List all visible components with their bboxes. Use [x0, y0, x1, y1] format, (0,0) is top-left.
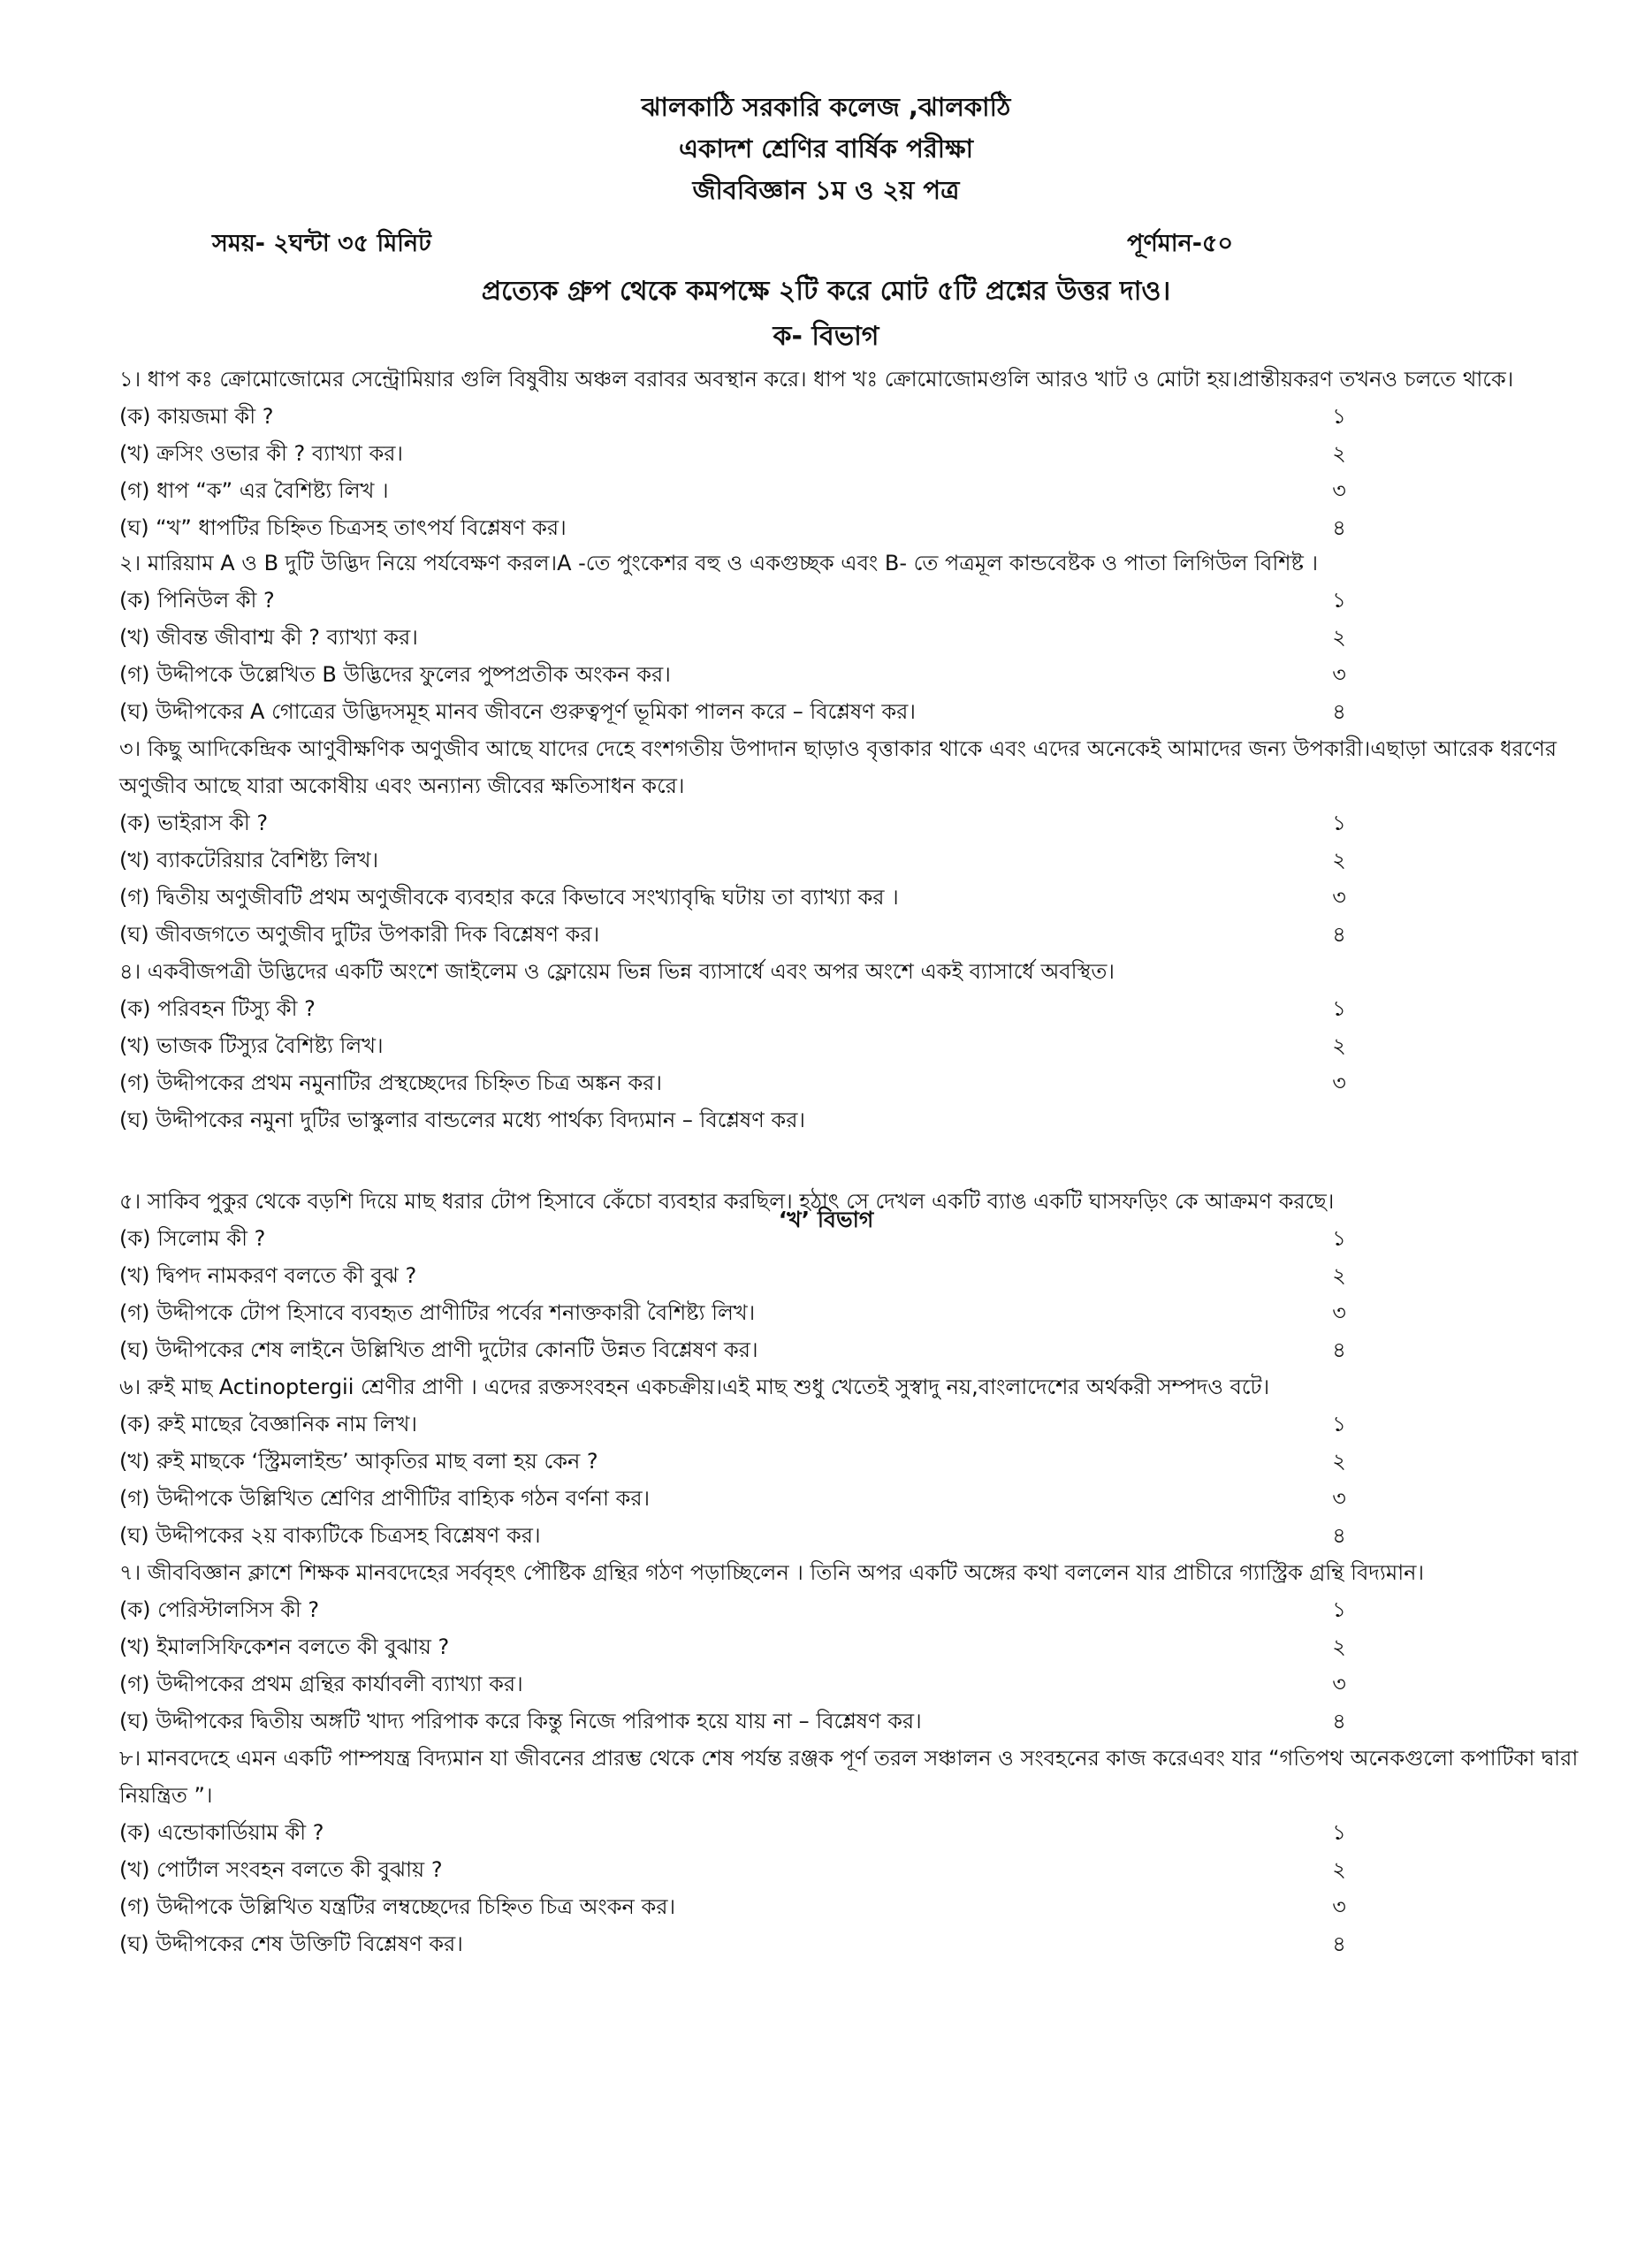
sub-question	[119, 1628, 1604, 1665]
sub-question-text: (গ) উদ্দীপকের প্রথম নমুনাটির প্রস্থচ্ছেদের চিহ্নিত চিত্র অঙ্কন কর।	[119, 1071, 662, 1095]
sub-question-mark: ৪	[1332, 1709, 1346, 1733]
exam-instruction: প্রত্যেক গ্রুপ থেকে কমপক্ষে ২টি করে মোট ৫টি প্রশ্নের উত্তর দাও।	[481, 276, 1171, 307]
sub-question-mark: ২	[1332, 441, 1346, 466]
question-stem: ৭। জীববিজ্ঞান ক্লাশে শিক্ষক মানবদেহের সর্ববৃহৎ পৌষ্টিক গ্রন্থির গঠণ পড়াচ্ছিলেন । তিনি অপর একটি অঙ্গের কথা বললেন যার প্রাচীরে গ্যাস্ট্রিক গ্রন্থি বিদ্যমান।	[119, 1560, 1425, 1585]
sub-question-text: (গ) উদ্দীপকে উল্লিখিত যন্ত্রটির লম্বচ্ছেদের চিহ্নিত চিত্র অংকন কর।	[119, 1894, 676, 1919]
sub-question-mark: ১	[1332, 404, 1346, 429]
sub-question	[119, 1331, 1604, 1368]
sub-question-mark: ১	[1332, 1597, 1346, 1622]
sub-question-mark: ৩	[1332, 1300, 1346, 1325]
sub-question-text: (ঘ) “খ” ধাপটির চিহ্নিত চিত্রসহ তাৎপর্য বিশ্লেষণ কর।	[119, 515, 567, 540]
sub-question	[119, 1406, 1604, 1443]
sub-question	[119, 1814, 1604, 1851]
sub-question	[119, 1101, 1604, 1139]
sub-question-text: (গ) উদ্দীপকে উল্লিখিত শ্রেণির প্রাণীটির বাহ্যিক গঠন বর্ণনা কর।	[119, 1486, 651, 1511]
sub-question	[119, 619, 1604, 656]
section-a-title: ক- বিভাগ	[773, 321, 879, 352]
sub-question	[119, 472, 1604, 509]
sub-question-mark: ৪	[1332, 515, 1346, 540]
sub-question-mark: ৪	[1332, 699, 1346, 724]
sub-question	[119, 1257, 1604, 1294]
sub-question-mark: ৪	[1332, 1932, 1346, 1956]
sub-question-mark: ২	[1332, 1857, 1346, 1882]
sub-question-text: (ক) সিলোম কী ?	[119, 1226, 266, 1251]
exam-name: একাদশ শ্রেণির বার্ষিক পরীক্ষা	[678, 133, 974, 164]
sub-question-text: (খ) পোর্টাল সংবহন বলতে কী বুঝায় ?	[119, 1857, 443, 1882]
sub-question-text: (খ) জীবন্ত জীবাশ্ম কী ? ব্যাখ্যা কর।	[119, 625, 418, 650]
sub-question	[119, 990, 1604, 1027]
sub-question-text: (ঘ) উদ্দীপকের ২য় বাক্যটিকে চিত্রসহ বিশ্লেষণ কর।	[119, 1523, 541, 1548]
section-b-spacer	[119, 1139, 1604, 1183]
sub-question-text: (ঘ) উদ্দীপকের নমুনা দুটির ভাস্কুলার বান্ডলের মধ্যে পার্থক্য বিদ্যমান – বিশ্লেষণ কর।	[119, 1108, 805, 1132]
questions-body	[119, 361, 1604, 1962]
sub-question	[119, 1027, 1604, 1064]
sub-question-text: (খ) রুই মাছকে ‘স্ট্রিমলাইন্ড’ আকৃতির মাছ বলা হয় কেন ?	[119, 1449, 598, 1474]
sub-question-text: (ঘ) উদ্দীপকের শেষ লাইনে উল্লিখিত প্রাণী দুটোর কোনটি উন্নত বিশ্লেষণ কর।	[119, 1337, 758, 1362]
sub-question-mark: ২	[1332, 1263, 1346, 1288]
sub-question-text: (গ) উদ্দীপকের প্রথম গ্রন্থির কার্যাবলী ব্যাখ্যা কর।	[119, 1672, 523, 1696]
sub-question-mark: ৪	[1332, 1337, 1346, 1362]
sub-question-text: (ক) এন্ডোকার্ডিয়াম কী ?	[119, 1820, 324, 1845]
question-stem: ৩। কিছু আদিকেন্দ্রিক আণুবীক্ষণিক অণুজীব আছে যাদের দেহে বংশগতীয় উপাদান ছাড়াও বৃত্তাকার থাকে এবং এদের অনেকেই আমাদের জন্য উপকারী।এছাড়া আরেক ধরণের অণুজীব আছে যারা অকোষীয় এবং অন্যান্য জীবের ক্ষতিসাধন করে।	[119, 736, 1557, 798]
sub-question-text: (ঘ) জীবজগতে অণুজীব দুটির উপকারী দিক বিশ্লেষণ কর।	[119, 922, 600, 947]
sub-question	[119, 1443, 1604, 1480]
sub-question	[119, 1703, 1604, 1740]
sub-question-mark: ৩	[1332, 1894, 1346, 1919]
question-8	[119, 1740, 1604, 1962]
question-4	[119, 953, 1604, 1139]
sub-question-text: (খ) ইমালসিফিকেশন বলতে কী বুঝায় ?	[119, 1634, 450, 1659]
sub-question-mark: ১	[1332, 811, 1346, 835]
sub-question	[119, 842, 1604, 879]
sub-question-mark: ১	[1332, 1820, 1346, 1845]
sub-question-mark: ৪	[1332, 1523, 1346, 1548]
college-name: ঝালকাঠি সরকারি কলেজ ,ঝালকাঠি	[641, 92, 1011, 122]
section-b-title: ‘খ’ বিভাগ	[778, 1207, 874, 1232]
sub-question-text: (খ) ক্রসিং ওভার কী ? ব্যাখ্যা কর।	[119, 441, 404, 466]
sub-question-text: (খ) ব্যাকটেরিয়ার বৈশিষ্ট্য লিখ।	[119, 848, 379, 872]
question-7	[119, 1554, 1604, 1740]
sub-question-text: (খ) দ্বিপদ নামকরণ বলতে কী বুঝ ?	[119, 1263, 417, 1288]
sub-question-text: (খ) ভাজক টিস্যুর বৈশিষ্ট্য লিখ।	[119, 1033, 384, 1058]
sub-question-mark: ১	[1332, 1226, 1346, 1251]
sub-question-mark: ১	[1332, 1412, 1346, 1436]
sub-question-mark: ২	[1332, 1449, 1346, 1474]
question-stem: ৮। মানবদেহে এমন একটি পাম্পযন্ত্র বিদ্যমান যা জীবনের প্রারম্ভ থেকে শেষ পর্যন্ত রঞ্জক পূর্ণ তরল সঞ্চালন ও সংবহনের কাজ করেএবং যার “গতিপথ অনেকগুলো কপাটিকা দ্বারা নিয়ন্ত্রিত ”।	[119, 1746, 1579, 1808]
sub-question-mark: ২	[1332, 1634, 1346, 1659]
sub-question	[119, 1294, 1604, 1331]
sub-question-mark: ২	[1332, 1033, 1346, 1058]
sub-question-mark: ৩	[1332, 1486, 1346, 1511]
sub-question	[119, 1064, 1604, 1101]
question-stem: ৬। রুই মাছ Actinoptergii শ্রেণীর প্রাণী । এদের রক্তসংবহন একচক্রীয়।এই মাছ শুধু খেতেই সুস্বাদু নয়,বাংলাদেশের অর্থকরী সম্পদও বটে।	[119, 1375, 1270, 1399]
sub-question	[119, 582, 1604, 619]
question-5	[119, 1183, 1604, 1368]
sub-question-text: (গ) উদ্দীপকে টোপ হিসাবে ব্যবহৃত প্রাণীটির পর্বের শনাক্তকারী বৈশিষ্ট্য লিখ।	[119, 1300, 756, 1325]
question-6	[119, 1368, 1604, 1554]
sub-question-text: (ঘ) উদ্দীপকের A গোত্রের উদ্ভিদসমূহ মানব জীবনে গুরুত্বপূর্ণ ভূমিকা পালন করে – বিশ্লেষণ কর।	[119, 699, 916, 724]
sub-question-text: (ঘ) উদ্দীপকের দ্বিতীয় অঙ্গটি খাদ্য পরিপাক করে কিন্তু নিজে পরিপাক হয়ে যায় না – বিশ্লেষণ কর।	[119, 1709, 922, 1733]
sub-question-mark: ৩	[1332, 662, 1346, 687]
sub-question-mark: ৩	[1332, 885, 1346, 910]
subject-name: জীববিজ্ঞান ১ম ও ২য় পত্র	[692, 175, 960, 205]
sub-question-mark: ৪	[1332, 922, 1346, 947]
sub-question	[119, 1480, 1604, 1517]
sub-question	[119, 1665, 1604, 1703]
sub-question-text: (ক) কায়জমা কী ?	[119, 404, 274, 429]
sub-question	[119, 804, 1604, 842]
question-2	[119, 545, 1604, 730]
question-stem: ২। মারিয়াম A ও B দুটি উদ্ভিদ নিয়ে পর্যবেক্ষণ করল।A -তে পুংকেশর বহু ও একগুচ্ছক এবং B- তে পত্রমূল কান্ডবেষ্টক ও পাতা লিগিউল বিশিষ্ট ।	[119, 551, 1319, 575]
sub-question-text: (ঘ) উদ্দীপকের শেষ উক্তিটি বিশ্লেষণ কর।	[119, 1932, 463, 1956]
sub-question-text: (গ) দ্বিতীয় অণুজীবটি প্রথম অণুজীবকে ব্যবহার করে কিভাবে সংখ্যাবৃদ্ধি ঘটায় তা ব্যাখ্যা কর ।	[119, 885, 899, 910]
sub-question-text: (ক) ভাইরাস কী ?	[119, 811, 269, 835]
sub-question	[119, 435, 1604, 472]
sub-question-mark: ২	[1332, 625, 1346, 650]
sub-question	[119, 693, 1604, 730]
sub-question-text: (গ) ধাপ “ক” এর বৈশিষ্ট্য লিখ ।	[119, 478, 389, 503]
question-1	[119, 361, 1604, 546]
sub-question	[119, 1888, 1604, 1925]
exam-header	[0, 87, 1652, 211]
sub-question	[119, 1851, 1604, 1888]
sub-question-text: (ক) পেরিস্টালসিস কী ?	[119, 1597, 320, 1622]
sub-question-text: (ক) পিনিউল কী ?	[119, 588, 275, 613]
question-stem: ৪। একবীজপত্রী উদ্ভিদের একটি অংশে জাইলেম ও ফ্লোয়েম ভিন্ন ভিন্ন ব্যাসার্ধে এবং অপর অংশে একই ব্যাসার্ধে অবস্থিত।	[119, 959, 1115, 984]
full-marks: পূর্ণমান-৫০	[1127, 230, 1233, 257]
sub-question-mark: ৩	[1332, 478, 1346, 503]
sub-question	[119, 879, 1604, 916]
sub-question-mark: ৩	[1332, 1672, 1346, 1696]
sub-question	[119, 1517, 1604, 1554]
sub-question	[119, 916, 1604, 953]
sub-question	[119, 1220, 1604, 1257]
sub-question-text: (গ) উদ্দীপকে উল্লেখিত B উদ্ভিদের ফুলের পুষ্পপ্রতীক অংকন কর।	[119, 662, 671, 687]
sub-question-mark: ১	[1332, 996, 1346, 1021]
sub-question	[119, 398, 1604, 435]
question-3	[119, 730, 1604, 953]
sub-question	[119, 656, 1604, 693]
sub-question	[119, 1591, 1604, 1628]
sub-question-text: (ক) পরিবহন টিস্যু কী ?	[119, 996, 316, 1021]
question-stem: ১। ধাপ কঃ ক্রোমোজোমের সেন্ট্রোমিয়ার গুলি বিষুবীয় অঞ্চল বরাবর অবস্থান করে। ধাপ খঃ ক্রোমোজোমগুলি আরও খাট ও মোটা হয়।প্রান্তীয়করণ তখনও চলতে থাকে।	[119, 367, 1514, 392]
exam-time: সময়- ২ঘন্টা ৩৫ মিনিট	[212, 230, 431, 257]
sub-question-mark: ৩	[1332, 1071, 1346, 1095]
question-stem: ৫। সাকিব পুকুর থেকে বড়শি দিয়ে মাছ ধরার টোপ হিসাবে কেঁচো ব্যবহার করছিল। হঠাৎ সে দেখল একটি ব্যাঙ একটি ঘাসফড়িং কে আক্রমণ করছে।	[119, 1189, 1335, 1214]
sub-question-mark: ২	[1332, 848, 1346, 872]
sub-question-text: (ক) রুই মাছের বৈজ্ঞানিক নাম লিখ।	[119, 1412, 417, 1436]
sub-question-mark: ১	[1332, 588, 1346, 613]
sub-question	[119, 1925, 1604, 1962]
sub-question	[119, 509, 1604, 546]
